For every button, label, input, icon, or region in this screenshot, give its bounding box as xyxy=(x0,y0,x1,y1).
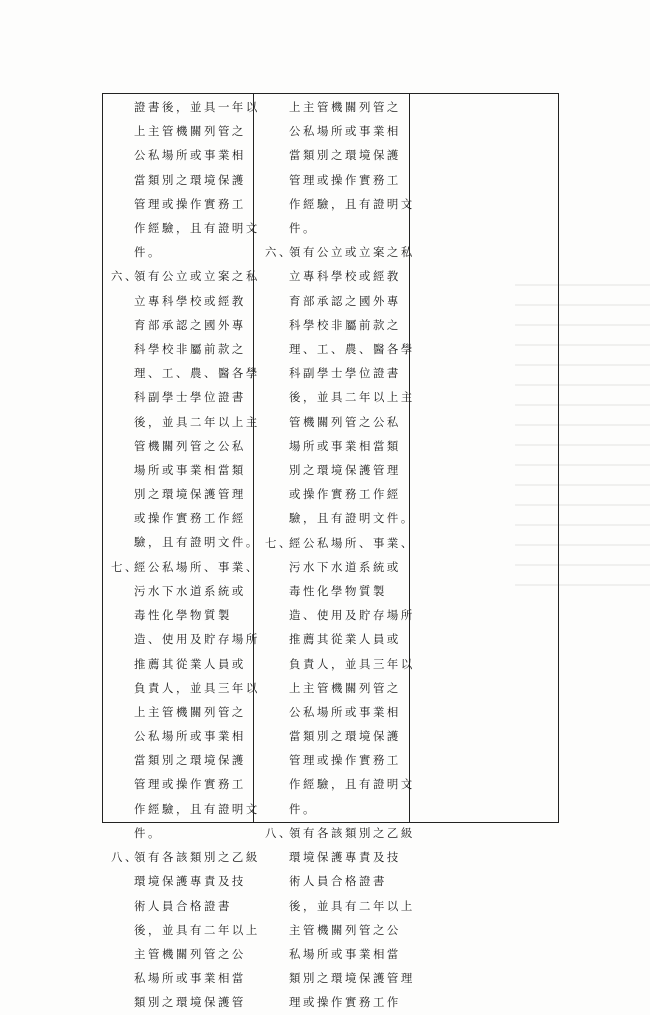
text-line: 當類別之環境保護 xyxy=(134,753,246,768)
text-line: 環境保護專責及技 xyxy=(134,874,246,889)
item-marker: 六、 xyxy=(265,245,293,260)
text-line: 負責人，並具三年以 xyxy=(134,680,260,695)
text-line: 公私場所或事業相 xyxy=(134,729,246,744)
text-line: 場所或事業相當類 xyxy=(289,438,401,453)
text-line: 場所或事業相當類 xyxy=(134,462,246,477)
text-line: 後，並具二年以上主 xyxy=(134,414,260,429)
text-line: 別之環境保護管理 xyxy=(289,462,401,477)
text-line: 管機關列管之公私 xyxy=(289,414,401,429)
text-line: 主管機關列管之公 xyxy=(289,922,401,937)
item-text xyxy=(289,95,415,240)
text-line: 公私場所或事業相 xyxy=(289,124,401,139)
text-line: 理、工、農、醫各學 xyxy=(134,366,260,381)
text-line: 管理或操作實務工 xyxy=(134,196,246,211)
text-line: 件。 xyxy=(134,245,162,260)
item-text xyxy=(134,95,260,264)
column-right xyxy=(410,94,558,822)
text-line: 負責人，並具三年以 xyxy=(289,656,415,671)
text-line: 後，並具有二年以上 xyxy=(289,898,415,913)
text-line: 驗，且有證明文件。 xyxy=(289,511,415,526)
text-line: 件。 xyxy=(134,825,162,840)
text-line: 上主管機關列管之 xyxy=(289,680,401,695)
text-line: 當類別之環境保護 xyxy=(289,148,401,163)
text-line: 理、工、農、醫各學 xyxy=(289,341,415,356)
text-line: 造、使用及貯存場所 xyxy=(134,632,260,647)
column-middle xyxy=(254,94,415,1010)
text-line: 件。 xyxy=(289,801,317,816)
text-line: 毒性化學物質製 xyxy=(134,608,232,623)
item-text xyxy=(289,240,415,530)
text-line: 上主管機關列管之 xyxy=(289,100,401,114)
text-line: 或操作實務工作經 xyxy=(289,487,401,502)
text-line: 當類別之環境保護 xyxy=(134,172,246,187)
item-marker: 八、 xyxy=(111,850,139,865)
text-line: 管理或操作實務工 xyxy=(134,777,246,792)
text-line: 毒性化學物質製 xyxy=(289,583,387,598)
item-text xyxy=(289,821,415,1015)
text-line: 作經驗，且有證明文 xyxy=(289,196,415,211)
item-marker: 七、 xyxy=(111,559,139,574)
text-line: 管機關列管之公私 xyxy=(134,438,246,453)
text-line: 公私場所或事業相 xyxy=(134,148,246,163)
text-line: 私場所或事業相當 xyxy=(289,946,401,961)
text-line: 領有公立或立案之私 xyxy=(134,269,260,284)
text-line: 推薦其從業人員或 xyxy=(134,656,246,671)
text-line: 類別之環境保護管 xyxy=(134,995,246,1010)
text-line: 管理或操作實務工 xyxy=(289,753,401,768)
text-line: 造、使用及貯存場所 xyxy=(289,608,415,623)
text-line: 上主管機關列管之 xyxy=(134,704,246,719)
item-marker: 八、 xyxy=(265,826,293,840)
text-line: 上主管機關列管之 xyxy=(134,124,246,139)
text-line: 私場所或事業相當 xyxy=(134,971,246,986)
text-line: 後，並具有二年以上 xyxy=(134,922,260,937)
text-line: 類別之環境保護管理 xyxy=(289,971,415,986)
comparison-table xyxy=(102,93,559,1010)
text-line: 領有各該類別之乙級 xyxy=(134,850,260,865)
item-text xyxy=(134,264,260,554)
text-line: 環境保護專責及技 xyxy=(289,850,401,865)
text-line: 管理或操作實務工 xyxy=(289,172,401,187)
text-line: 科學校非屬前款之 xyxy=(134,341,246,356)
text-line: 科學校非屬前款之 xyxy=(289,317,401,332)
text-line: 經公私場所、事業、 xyxy=(289,535,415,550)
text-line: 領有各該類別之乙級 xyxy=(289,826,415,840)
text-line: 證書後，並具一年以 xyxy=(134,100,260,114)
text-line: 作經驗，且有證明文 xyxy=(289,777,415,792)
text-line: 經公私場所、事業、 xyxy=(134,559,260,574)
item-text xyxy=(134,845,260,1014)
text-line: 作經驗，且有證明文 xyxy=(134,220,260,235)
text-line: 術人員合格證書 xyxy=(134,898,232,913)
column-left xyxy=(103,94,260,1010)
text-line: 當類別之環境保護 xyxy=(289,729,401,744)
text-line: 立專科學校或經教 xyxy=(134,293,246,308)
text-line: 後，並具二年以上主 xyxy=(289,390,415,405)
text-line: 作經驗，且有證明文 xyxy=(134,801,260,816)
text-line: 科副學士學位證書 xyxy=(289,366,401,381)
text-line: 別之環境保護管理 xyxy=(134,487,246,502)
text-line: 污水下水道系統或 xyxy=(134,583,246,598)
text-line: 領有公立或立案之私 xyxy=(289,245,415,260)
text-line: 主管機關列管之公 xyxy=(134,946,246,961)
item-marker: 六、 xyxy=(111,269,139,284)
item-text xyxy=(289,531,415,821)
text-line: 育部承認之國外專 xyxy=(289,293,401,308)
text-line: 污水下水道系統或 xyxy=(289,559,401,574)
text-line: 術人員合格證書 xyxy=(289,874,387,889)
text-line: 或操作實務工作經 xyxy=(134,511,246,526)
item-marker: 七、 xyxy=(265,535,293,550)
text-line: 公私場所或事業相 xyxy=(289,704,401,719)
text-line: 驗，且有證明文件。 xyxy=(134,535,260,550)
text-line: 立專科學校或經教 xyxy=(289,269,401,284)
text-line: 推薦其從業人員或 xyxy=(289,632,401,647)
text-line: 育部承認之國外專 xyxy=(134,317,246,332)
text-line: 件。 xyxy=(289,220,317,235)
item-text xyxy=(134,555,260,845)
text-line: 科副學士學位證書 xyxy=(134,390,246,405)
text-line: 理或操作實務工作 xyxy=(289,995,401,1010)
